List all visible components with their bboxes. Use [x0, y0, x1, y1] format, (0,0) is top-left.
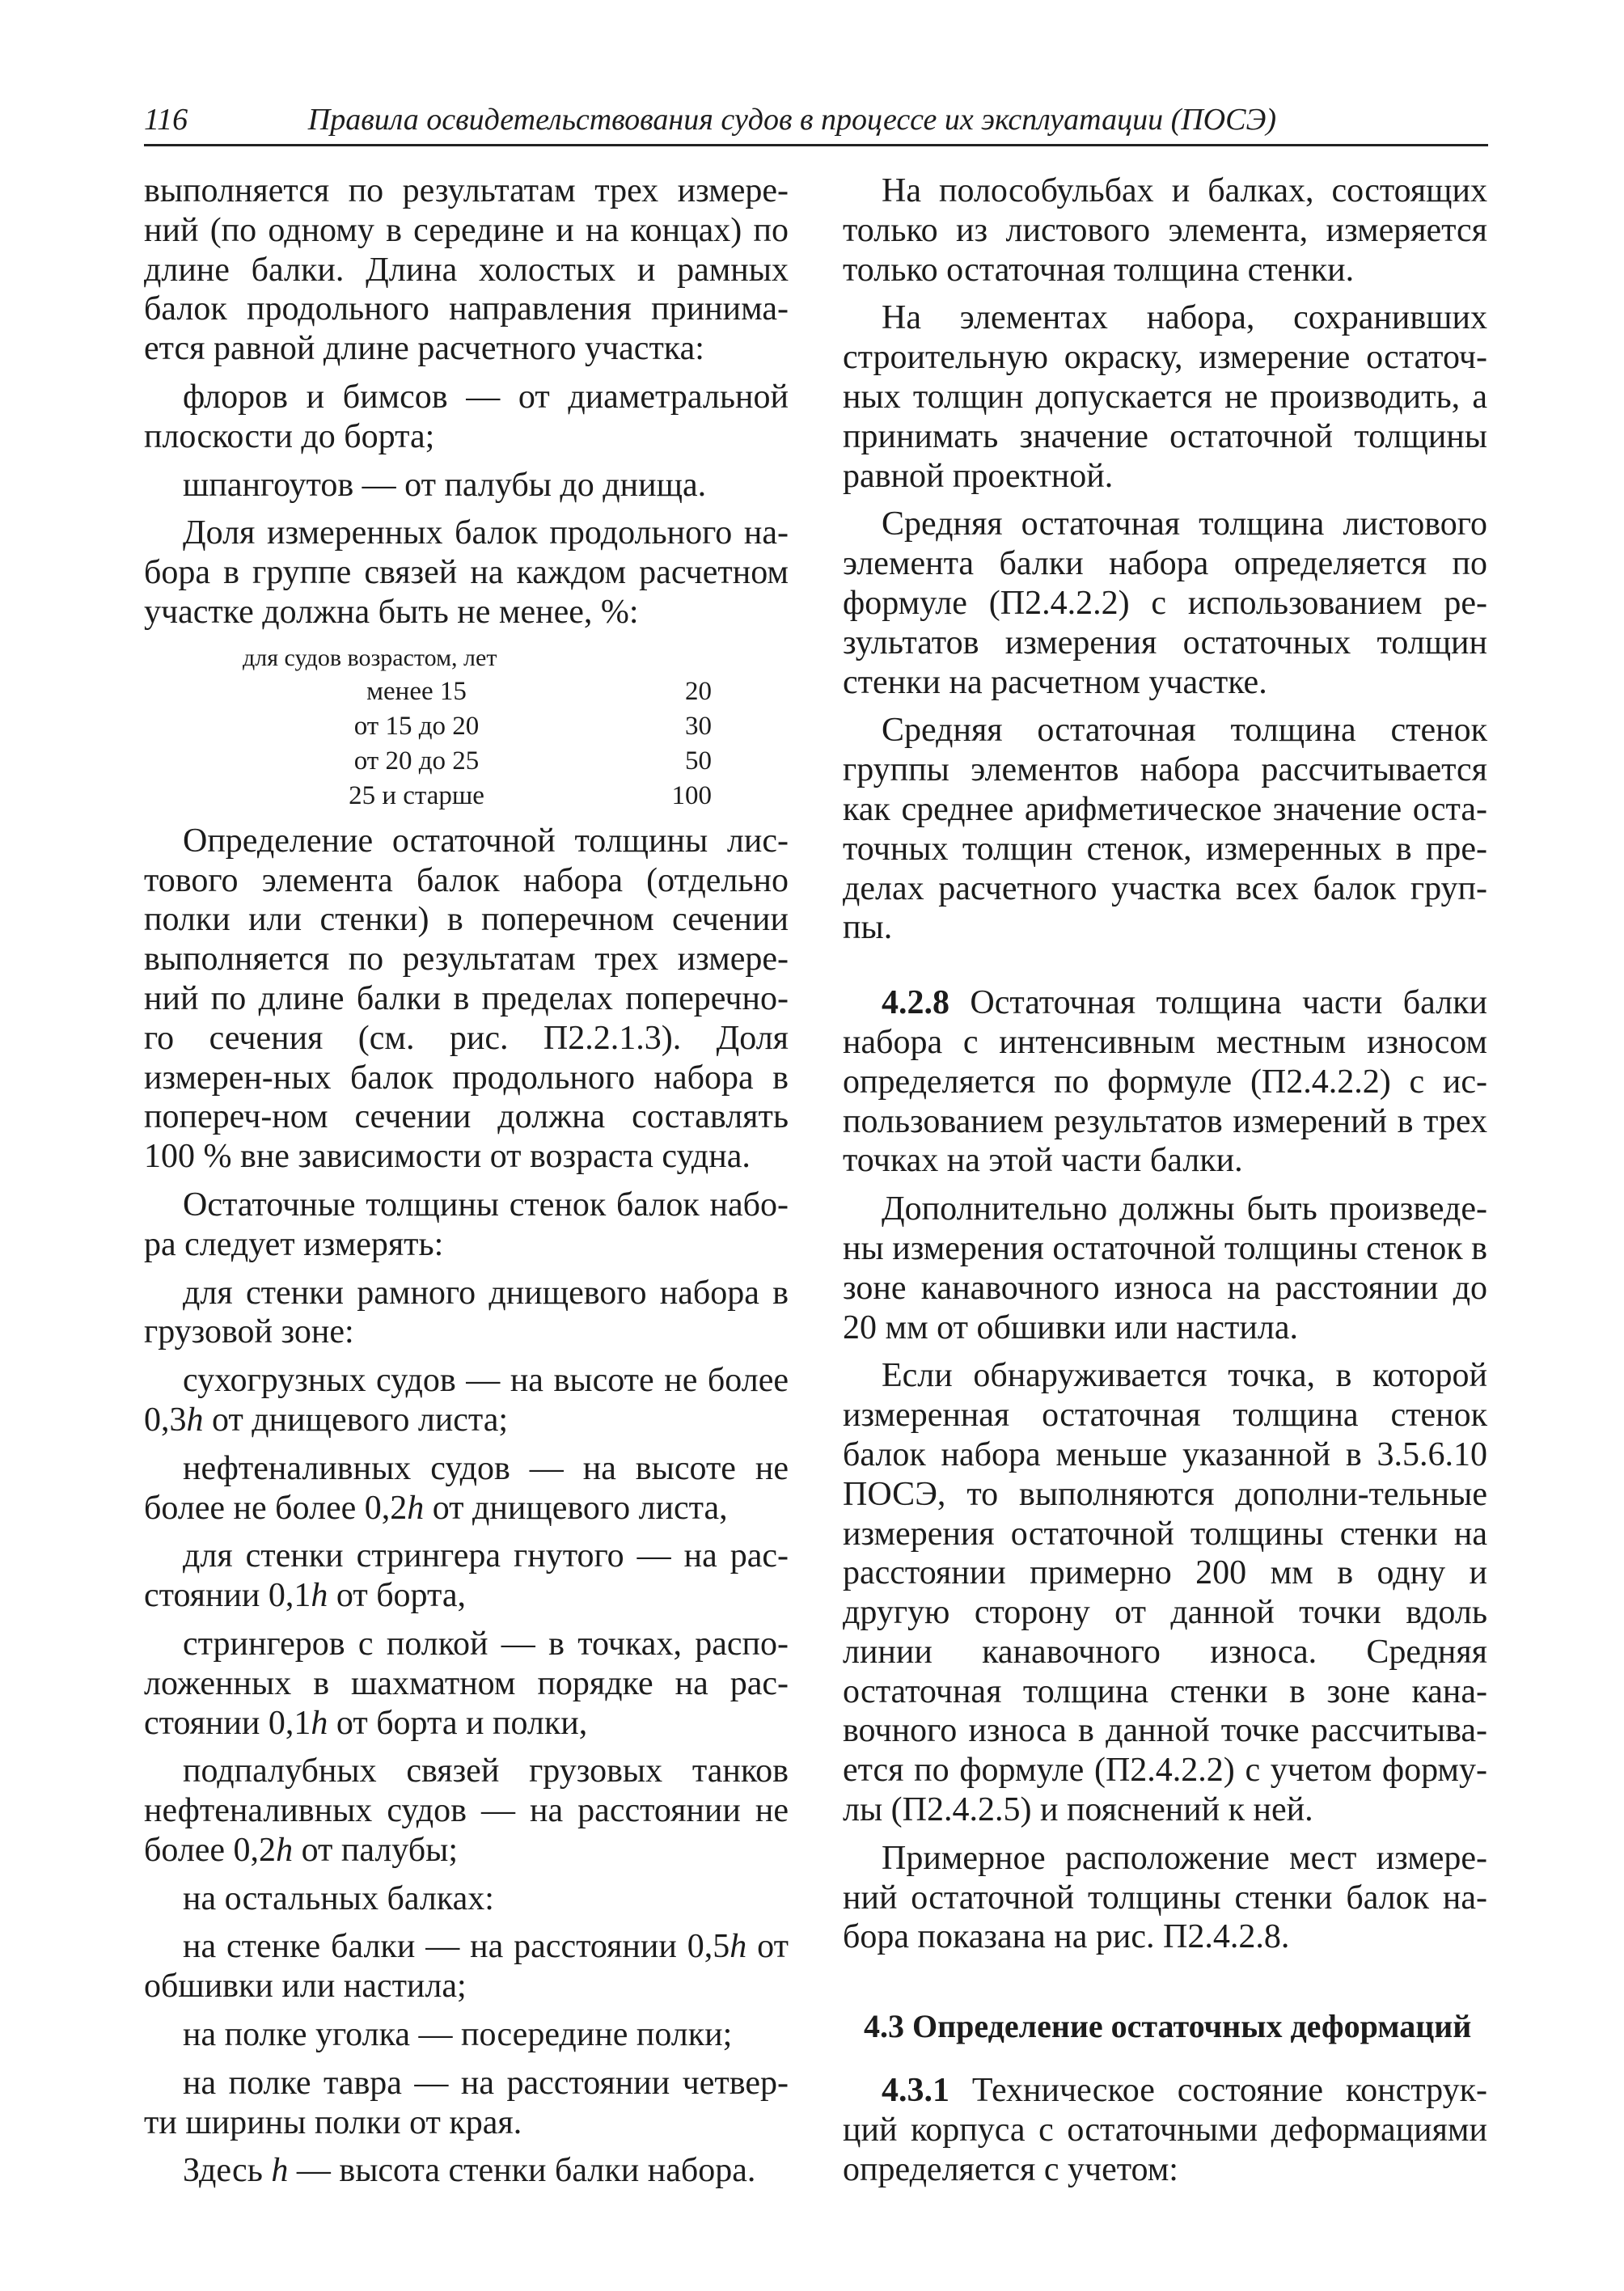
table-row: [283, 709, 736, 744]
paragraph: [144, 2151, 789, 2191]
paragraph: на полке тавра — на расстоянии четвер-ти ширины полки от края.: [144, 2064, 789, 2141]
paragraph: Определение остаточной толщины лис-тового элемента балок набора (отдельно полки или стенки) в поперечном сечении выполняется по результатам трех измере-ний по длине балки в пределах поперечно-го сечения (см. рис. П2.2.1.3). Доля измерен-ных балок продольного набора в попереч-ном сечении должна составлять 100 % вне зависимости от возраста судна.: [144, 822, 789, 1176]
text-run: Техническое состояние конструк-ций корпуса с остаточными деформациями определяется с учетом:: [843, 2072, 1487, 2188]
variable-h: h: [311, 1704, 328, 1742]
percent-cell: 50: [685, 746, 712, 776]
variable-h: h: [276, 1831, 294, 1869]
text-run: от днищевого листа;: [203, 1401, 509, 1439]
page-header: [144, 95, 1488, 146]
age-percent-table: [283, 674, 736, 814]
age-table-caption: для судов возрастом, лет: [243, 644, 497, 671]
text-run: подпалубных связей грузовых танков нефтеналивных судов — на расстоянии не более 0,2: [144, 1752, 789, 1869]
right-column: [843, 171, 1487, 2198]
text-run: от палубы;: [293, 1831, 459, 1869]
paragraph: на полке уголка — посередине полки;: [183, 2016, 733, 2054]
table-row: [283, 674, 736, 709]
variable-h: h: [271, 2152, 289, 2190]
paragraph: На полособульбах и балках, состоящих только из листового элемента, измеряется только остаточная толщина стенки.: [843, 172, 1487, 289]
age-cell: от 15 до 20: [353, 711, 480, 741]
paragraph: [144, 1927, 789, 2006]
paragraph: Примерное расположение мест измере-ний остаточной толщины стенки балок на-бора показана на рис. П2.4.2.8.: [843, 1839, 1487, 1956]
age-cell: менее 15: [366, 676, 467, 706]
paragraph: [144, 1449, 789, 1528]
percent-cell: 30: [685, 711, 712, 741]
text-run: на стенке балки — на расстоянии 0,5: [183, 1928, 730, 1966]
paragraph: [843, 2071, 1487, 2189]
variable-h: h: [311, 1577, 328, 1615]
text-run: — высота стенки балки набора.: [288, 2152, 756, 2190]
clause-number: 4.3.1: [882, 2072, 949, 2110]
text-run: нефтеналивных судов — на высоте не более не более 0,2: [144, 1449, 789, 1527]
paragraph: Дополнительно должны быть произведе-ны измерения остаточной толщины стенок в зоне канавочного износа на расстоянии до 20 мм от обшивки или настила.: [843, 1190, 1487, 1346]
paragraph: [843, 983, 1487, 1181]
text-run: для стенки стрингера гнутого — на рас-стоянии 0,1: [144, 1537, 789, 1615]
text-run: от борта и полки,: [328, 1704, 588, 1742]
variable-h: h: [407, 1489, 425, 1527]
text-run: от днищевого листа,: [424, 1489, 728, 1527]
text-run: сухогрузных судов — на высоте не более 0,3: [144, 1362, 789, 1439]
page-number: 116: [144, 103, 188, 137]
paragraph: [144, 1536, 789, 1616]
paragraph: флоров и бимсов — от диаметральной плоскости до борта;: [144, 378, 789, 455]
text-run: стрингеров с полкой — в точках, распо-ложенных в шахматном порядке на рас-стоянии 0,1: [144, 1625, 789, 1742]
table-row: [283, 779, 736, 814]
paragraph: на остальных балках:: [183, 1879, 494, 1917]
paragraph: Остаточные толщины стенок балок набо-ра следует измерять:: [144, 1186, 789, 1263]
table-row: [283, 744, 736, 779]
clause-number: 4.2.8: [882, 984, 949, 1022]
variable-h: h: [730, 1928, 747, 1966]
paragraph: На элементах набора, сохранивших строительную окраску, измерение остаточ-ных толщин допускается не производить, а принимать значение остаточной толщины равной проектной.: [843, 299, 1487, 495]
paragraph: для стенки рамного днищевого набора в грузовой зоне:: [144, 1274, 789, 1351]
age-cell: 25 и старше: [349, 780, 484, 810]
paragraph: шпангоутов — от палубы до днища.: [183, 466, 707, 504]
paragraph: выполняется по результатам трех измере-ний (по одному в середине и на концах) по длине балки. Длина холостых и рамных балок продольного направления принима-ется равной длине расчетного участка:: [144, 172, 789, 368]
text-run: от обшивки или настила;: [144, 1928, 789, 2006]
running-title: Правила освидетельствования судов в процессе их эксплуатации (ПОСЭ): [307, 103, 1276, 137]
text-run: от борта,: [328, 1577, 467, 1615]
paragraph: [144, 1625, 789, 1743]
paragraph: Если обнаруживается точка, в которой измеренная остаточная толщина стенок балок набора меньше указанной в 3.5.6.10 ПОСЭ, то выполняются дополни-тельные измерения остаточной толщины стенки на расстоянии примерно 200 мм в одну и другую сторону от данной точки вдоль линии канавочного износа. Средняя остаточная толщина стенки в зоне кана-вочного износа в данной точке рассчитыва-ется по формуле (П2.4.2.2) с учетом форму-лы (П2.4.2.5) и пояснений к ней.: [843, 1357, 1487, 1829]
paragraph: [144, 1361, 789, 1440]
paragraph: Средняя остаточная толщина стенок группы элементов набора рассчитывается как среднее арифметическое значение оста-точных толщин стенок, измеренных в пре-делах расчетного участка всех балок груп-пы.: [843, 712, 1487, 947]
text-run: Здесь: [183, 2152, 272, 2190]
paragraph: Средняя остаточная толщина листового элемента балки набора определяется по формуле (П2.4.2.2) с использованием ре-зультатов измерения остаточных толщин стенки на расчетном участке.: [843, 505, 1487, 701]
variable-h: h: [186, 1401, 204, 1439]
percent-cell: 20: [685, 676, 712, 706]
paragraph: [144, 1752, 789, 1870]
paragraph: Доля измеренных балок продольного на-бора в группе связей на каждом расчетном участке должна быть не менее, %:: [144, 514, 789, 631]
text-run: Остаточная толщина части балки набора с интенсивным местным износом определяется по формуле (П2.4.2.2) с ис-пользованием результатов измерений в трех точках на этой части балки.: [843, 984, 1487, 1180]
age-cell: от 20 до 25: [353, 746, 480, 776]
left-column: [144, 171, 789, 2200]
section-heading: 4.3 Определение остаточных деформаций: [864, 2008, 1472, 2045]
percent-cell: 100: [671, 780, 712, 810]
